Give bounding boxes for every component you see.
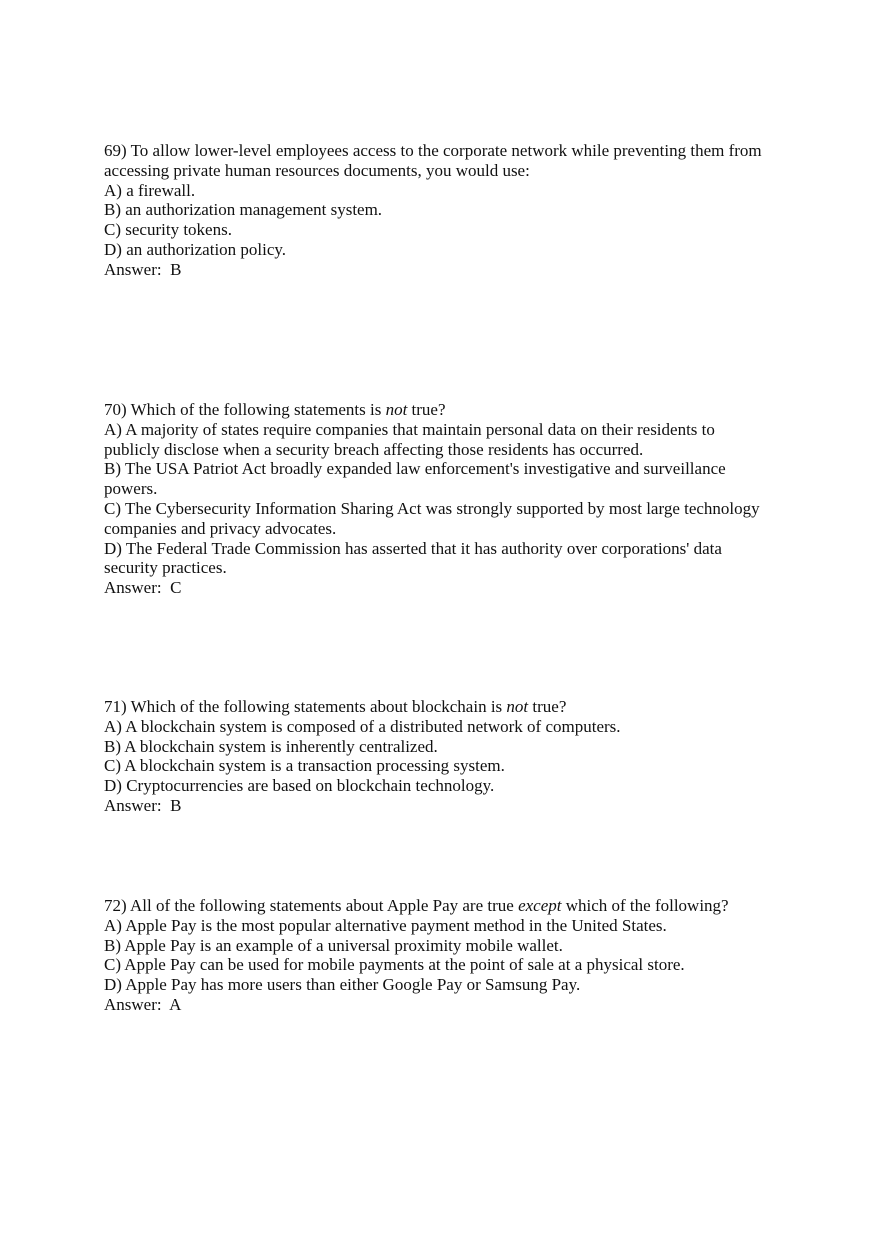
answer-option: security practices.: [104, 558, 227, 578]
answer-option: C) Apple Pay can be used for mobile payments at the point of sale at a physical store.: [104, 955, 685, 975]
prompt-text: true?: [407, 400, 446, 419]
answer-option: B) The USA Patriot Act broadly expanded law enforcement's investigative and surveillance: [104, 459, 726, 479]
question-69: [104, 141, 794, 280]
question-70: [104, 400, 794, 598]
answer-option: A) A majority of states require companies that maintain personal data on their residents to: [104, 419, 715, 439]
question-prompt: [104, 896, 794, 916]
answer-option: C) security tokens.: [104, 220, 232, 240]
prompt-text: 72) All of the following statements about Apple Pay are true: [104, 896, 519, 915]
answer-option: D) Apple Pay has more users than either Google Pay or Samsung Pay.: [104, 975, 581, 995]
prompt-emphasis: not: [385, 400, 408, 419]
prompt-emphasis: except: [518, 896, 562, 915]
answer-option: B) an authorization management system.: [104, 200, 383, 220]
answer-option: publicly disclose when a security breach affecting those residents has occurred.: [104, 439, 644, 459]
answer-option: A) Apple Pay is the most popular alternative payment method in the United States.: [104, 915, 667, 935]
prompt-text: which of the following?: [561, 896, 729, 915]
question-prompt: [104, 400, 794, 420]
answer-option: A) a firewall.: [104, 180, 196, 200]
prompt-emphasis: not: [506, 697, 529, 716]
answer-key: Answer: B: [104, 259, 182, 279]
question-71: [104, 697, 794, 816]
answer-option: powers.: [104, 479, 158, 499]
answer-key: Answer: B: [104, 795, 182, 815]
question-prompt: [104, 697, 794, 717]
answer-option: D) Cryptocurrencies are based on blockchain technology.: [104, 776, 495, 796]
answer-option: D) The Federal Trade Commission has asserted that it has authority over corporations' data: [104, 538, 722, 558]
prompt-text: 71) Which of the following statements about blockchain is: [104, 697, 507, 716]
answer-key: Answer: A: [104, 994, 182, 1014]
answer-option: A) A blockchain system is composed of a distributed network of computers.: [104, 716, 621, 736]
question-72: [104, 896, 794, 1015]
answer-option: B) A blockchain system is inherently centralized.: [104, 736, 438, 756]
question-prompt-line: accessing private human resources documents, you would use:: [104, 160, 530, 180]
prompt-text: true?: [528, 697, 567, 716]
answer-key: Answer: C: [104, 578, 182, 598]
answer-option: B) Apple Pay is an example of a universal proximity mobile wallet.: [104, 935, 563, 955]
answer-option: D) an authorization policy.: [104, 239, 287, 259]
answer-option: companies and privacy advocates.: [104, 518, 337, 538]
question-prompt-line: 69) To allow lower-level employees access to the corporate network while preventing them from: [104, 141, 762, 160]
answer-option: C) A blockchain system is a transaction processing system.: [104, 756, 505, 776]
answer-option: C) The Cybersecurity Information Sharing Act was strongly supported by most large technology: [104, 498, 760, 518]
prompt-text: 70) Which of the following statements is: [104, 400, 386, 419]
